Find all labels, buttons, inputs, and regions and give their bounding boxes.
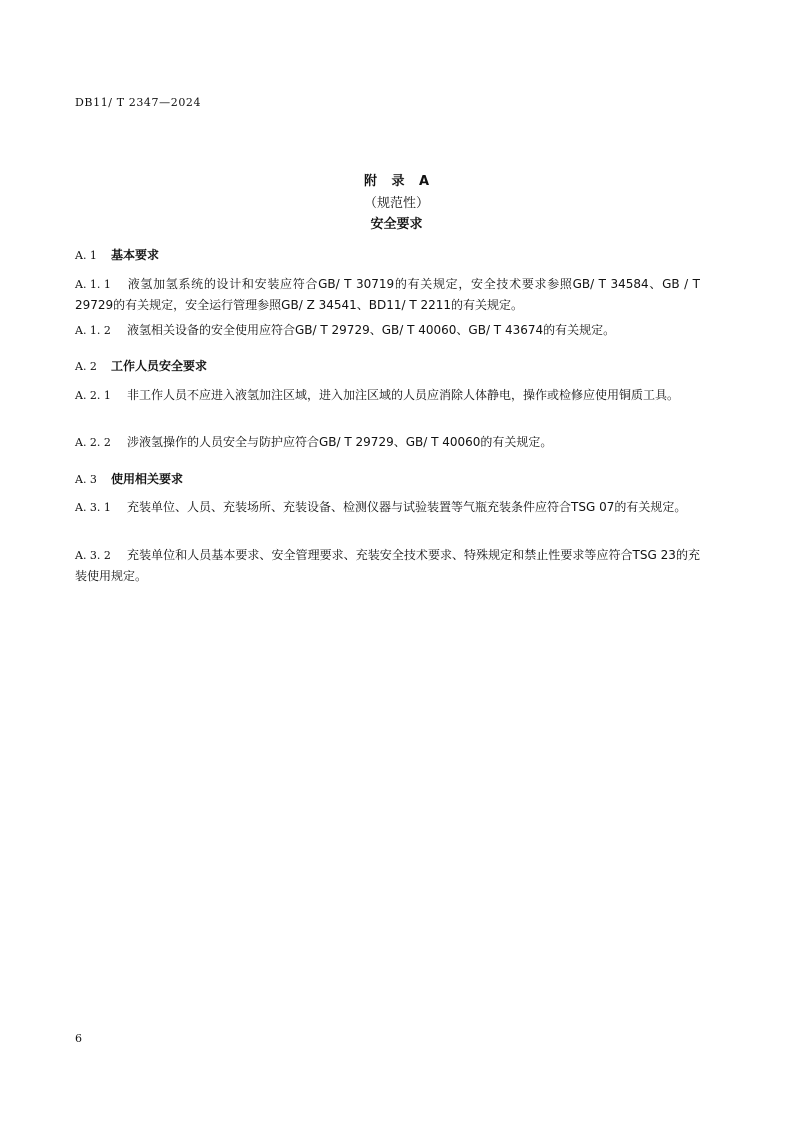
clause-text: 非工作人员不应进入液氢加注区域，进入加注区域的人员应消除人体静电，操作或检修应使用铜质工具。 — [127, 388, 680, 402]
annex-type: （规范性） — [363, 196, 429, 211]
clause-a3-2 — [75, 545, 700, 587]
clause-text: 充装单位和人员基本要求、安全管理要求、充装安全技术要求、特殊规定和禁止性要求等应符合TSG 23的充装使用规定。 — [75, 548, 700, 583]
annex-name: 安全要求 — [370, 217, 423, 232]
clause-a1-1 — [75, 274, 700, 316]
clause-text: 液氢加氢系统的设计和安装应符合GB/ T 30719的有关规定，安全技术要求参照GB/ T 34584、GB / T 29729的有关规定，安全运行管理参照GB/ Z 34541、BD11/ T 2211的有关规定。 — [75, 277, 700, 312]
clause-a2-2 — [75, 432, 700, 453]
clause-text: 液氢相关设备的安全使用应符合GB/ T 29729、GB/ T 40060、GB/ T 43674的有关规定。 — [127, 323, 616, 337]
section-title: 基本要求 — [111, 248, 160, 262]
section-heading-a1 — [75, 246, 159, 263]
section-number: A. 1 — [75, 249, 97, 262]
section-number: A. 2 — [75, 360, 97, 373]
clause-number: A. 2. 2 — [75, 436, 111, 449]
clause-text: 涉液氢操作的人员安全与防护应符合GB/ T 29729、GB/ T 40060的有关规定。 — [127, 435, 553, 449]
clause-number: A. 1. 2 — [75, 324, 111, 337]
page-number: 6 — [75, 1032, 82, 1045]
clause-a2-1 — [75, 385, 700, 406]
annex-title: 附 录 A — [363, 174, 430, 189]
section-title: 工作人员安全要求 — [111, 359, 208, 373]
clause-number: A. 3. 2 — [75, 549, 111, 562]
clause-number: A. 3. 1 — [75, 501, 111, 514]
standard-code: DB11/ T 2347—2024 — [75, 96, 202, 109]
clause-a1-2 — [75, 320, 700, 341]
clause-a3-1 — [75, 497, 700, 518]
section-title: 使用相关要求 — [111, 472, 184, 486]
section-number: A. 3 — [75, 473, 97, 486]
section-heading-a3 — [75, 470, 183, 487]
clause-text: 充装单位、人员、充装场所、充装设备、检测仪器与试验装置等气瓶充装条件应符合TSG 07的有关规定。 — [127, 500, 687, 514]
section-heading-a2 — [75, 357, 207, 374]
clause-number: A. 1. 1 — [75, 278, 111, 291]
clause-number: A. 2. 1 — [75, 389, 111, 402]
